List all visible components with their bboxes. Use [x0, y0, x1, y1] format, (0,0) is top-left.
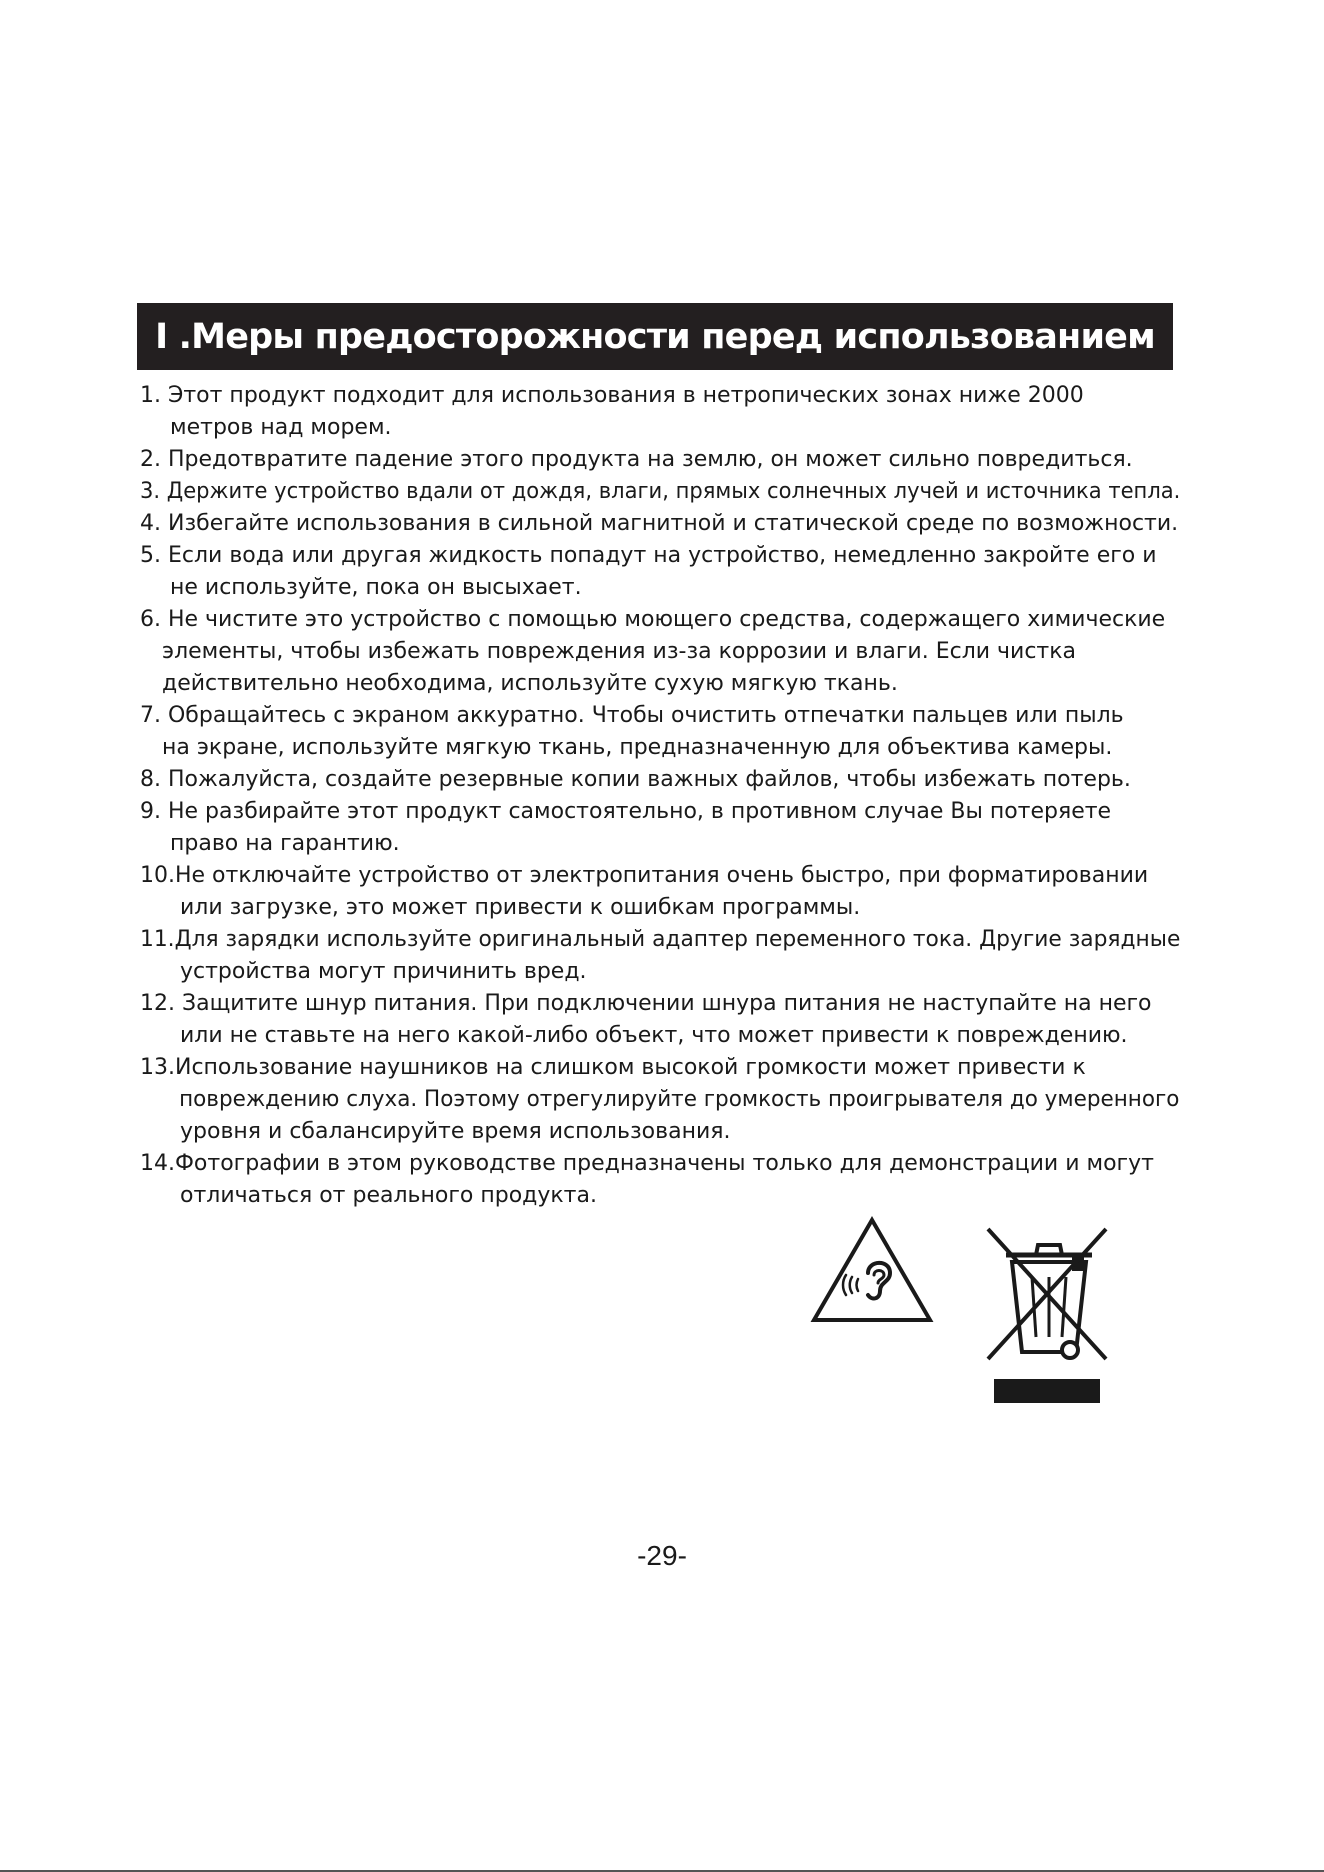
list-item — [140, 860, 1180, 924]
list-item-line: 12. Защитите шнур питания. При подключении шнура питания не наступайте на него — [140, 991, 1152, 1016]
list-item — [140, 444, 1180, 476]
list-item-line: устройства могут причинить вред. — [180, 959, 587, 984]
list-item-line: 7. Обращайтесь с экраном аккуратно. Чтобы очистить отпечатки пальцев или пыль — [140, 703, 1124, 728]
list-item-line: не используйте, пока он высыхает. — [170, 575, 582, 600]
list-item-line: 8. Пожалуйста, создайте резервные копии важных файлов, чтобы избежать потерь. — [140, 767, 1131, 792]
list-item-line: 11.Для зарядки используйте оригинальный адаптер переменного тока. Другие зарядные — [140, 927, 1181, 952]
list-item-line: право на гарантию. — [170, 831, 400, 856]
list-item-line: 14.Фотографии в этом руководстве предназначены только для демонстрации и могут — [140, 1151, 1154, 1176]
page-number: -29- — [637, 1540, 687, 1571]
list-item-line: 6. Не чистите это устройство с помощью моющего средства, содержащего химические — [140, 607, 1166, 632]
list-item-line: 10.Не отключайте устройство от электропитания очень быстро, при форматировании — [140, 863, 1149, 888]
list-item-line: 1. Этот продукт подходит для использования в нетропических зонах ниже 2000 — [140, 383, 1084, 408]
precautions-list — [140, 380, 1180, 1212]
list-item — [140, 380, 1180, 444]
list-item-line: элементы, чтобы избежать повреждения из-за коррозии и влаги. Если чистка — [162, 639, 1077, 664]
list-item — [140, 924, 1180, 988]
list-item-line: повреждению слуха. Поэтому отрегулируйте громкость проигрывателя до умеренного — [179, 1087, 1180, 1112]
list-item-line: на экране, используйте мягкую ткань, предназначенную для объектива камеры. — [162, 735, 1113, 760]
section-title-bar — [137, 303, 1173, 370]
list-item — [140, 700, 1180, 764]
list-item — [140, 1148, 1180, 1212]
list-item-line: или загрузке, это может привести к ошибкам программы. — [180, 895, 861, 920]
list-item-line: метров над морем. — [170, 415, 392, 440]
list-item-line: уровня и сбалансируйте время использования. — [180, 1119, 731, 1144]
list-item — [140, 764, 1180, 796]
crossed-out-bin-icon — [980, 1217, 1115, 1407]
hearing-warning-icon — [810, 1215, 935, 1325]
list-item — [140, 988, 1180, 1052]
list-item-line: 5. Если вода или другая жидкость попадут на устройство, немедленно закройте его и — [140, 543, 1157, 568]
list-item — [140, 508, 1180, 540]
list-item-line: 13.Использование наушников на слишком высокой громкости может привести к — [140, 1055, 1086, 1080]
list-item — [140, 604, 1180, 700]
list-item-line: 3. Держите устройство вдали от дождя, влаги, прямых солнечных лучей и источника тепла. — [140, 479, 1181, 504]
list-item-line: 2. Предотвратите падение этого продукта на землю, он может сильно повредиться. — [140, 447, 1133, 472]
list-item-line: отличаться от реального продукта. — [180, 1183, 597, 1208]
list-item — [140, 796, 1180, 860]
list-item — [140, 540, 1180, 604]
list-item — [140, 476, 1180, 508]
list-item-line: или не ставьте на него какой-либо объект, что может привести к повреждению. — [180, 1023, 1128, 1048]
list-item-line: 4. Избегайте использования в сильной магнитной и статической среде по возможности. — [140, 511, 1179, 536]
list-item-line: 9. Не разбирайте этот продукт самостоятельно, в противном случае Вы потеряете — [140, 799, 1112, 824]
list-item-line: действительно необходима, используйте сухую мягкую ткань. — [162, 671, 898, 696]
list-item — [140, 1052, 1180, 1148]
section-title: Ⅰ .Меры предосторожности перед использованием — [155, 316, 1155, 357]
